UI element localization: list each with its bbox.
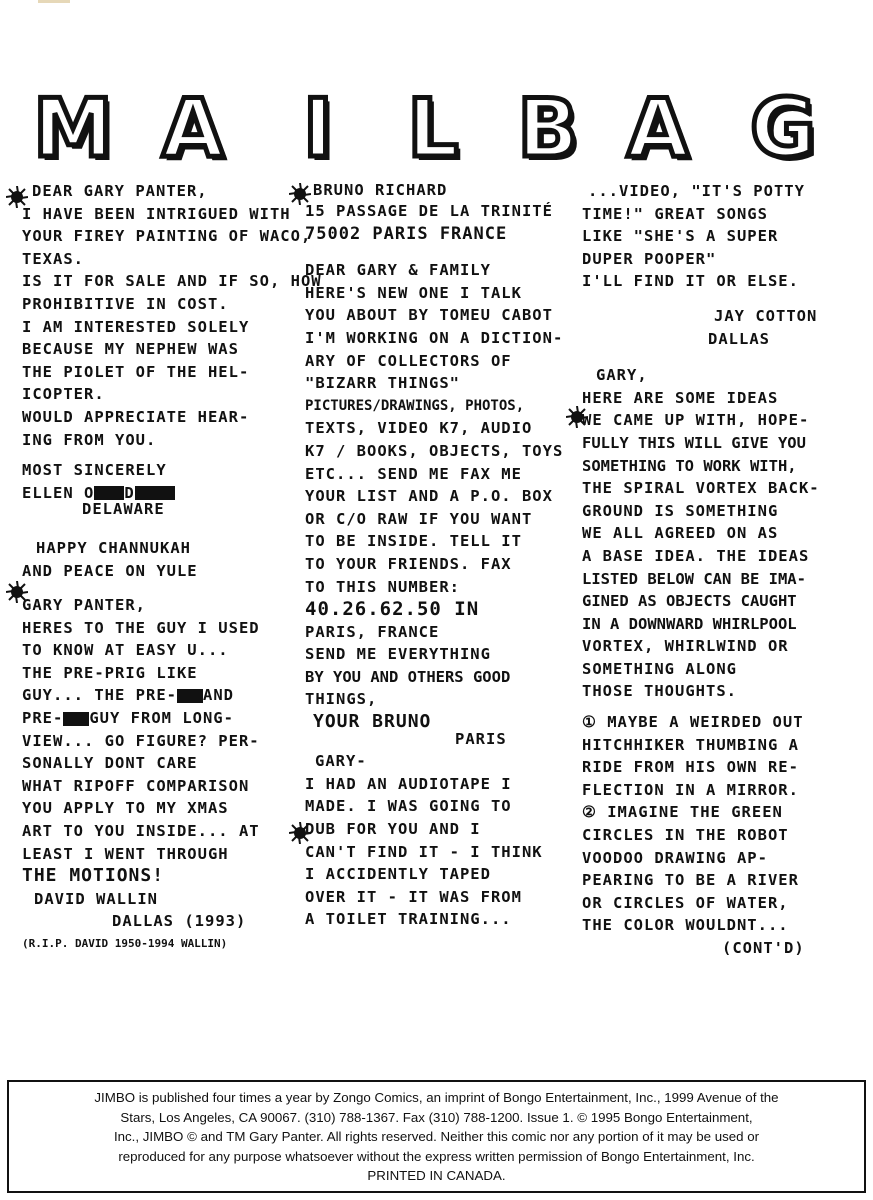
idea-item: ② IMAGINE THE GREEN (582, 803, 783, 822)
signature-name: DAVID WALLIN (34, 889, 158, 908)
letter-line: WOULD APPRECIATE HEAR- (22, 407, 250, 426)
notice-line: Stars, Los Angeles, CA 90067. (310) 788-1367. Fax (310) 788-1200. Issue 1. © 1995 Bongo Entertainment, (120, 1109, 753, 1125)
letter-line: TO YOUR FRIENDS. FAX (305, 554, 512, 573)
letter-line: DEAR GARY PANTER, (32, 182, 208, 200)
letter-line: BECAUSE MY NEPHEW WAS (22, 340, 239, 359)
letter-line: CIRCLES IN THE ROBOT (582, 826, 789, 845)
letter-line: I'M WORKING ON A DICTION- (305, 328, 564, 347)
letter-line: LEAST I WENT THROUGH (22, 844, 229, 863)
letter-line: TEXTS, VIDEO K7, AUDIO (305, 419, 533, 438)
signature-place: DALLAS (1993) (112, 912, 247, 931)
letter-line: YOUR FIREY PAINTING OF WACO, (22, 227, 312, 246)
letter-line: OR C/O RAW IF YOU WANT (305, 509, 533, 528)
title-letter-a: A (162, 81, 224, 175)
letter-line: YOUR LIST AND A P.O. BOX (305, 487, 553, 506)
letter-line: HERE'S NEW ONE I TALK (305, 283, 522, 302)
letter-line (22, 707, 312, 730)
letter-line: THE COLOR WOULDNT... (582, 916, 789, 935)
letter-line: ...VIDEO, "IT'S POTTY (588, 182, 805, 200)
letter-line: HERE ARE SOME IDEAS (582, 388, 779, 407)
notice-line: Inc., JIMBO © and TM Gary Panter. All rights reserved. Neither this comic nor any portion of it may be used or (113, 1129, 760, 1144)
letter-line: SOMETHING TO WORK WITH, (582, 456, 797, 475)
letter-line: PARIS, FRANCE (305, 622, 440, 641)
text-part: AND (202, 686, 234, 705)
letter-line: HERES TO THE GUY I USED (22, 618, 260, 637)
letter-line: WE CAME UP WITH, HOPE- (582, 411, 810, 430)
text-part: GUY... THE PRE- (22, 686, 177, 705)
notice-line: reproduced for any purpose whatsoever without the express written permission of Bongo Entertainment, Inc. (118, 1148, 755, 1164)
letter-line: IS IT FOR SALE AND IF SO, HOW (22, 272, 322, 291)
letter-line: I'LL FIND IT OR ELSE. (582, 272, 799, 291)
address-line: 75002 PARIS FRANCE (305, 223, 508, 244)
letter-line: THE MOTIONS! (22, 865, 165, 887)
top-edge-mark (38, 0, 70, 3)
letter-line: GROUND IS SOMETHING (582, 501, 779, 520)
letter-line: DEAR GARY & FAMILY (305, 261, 491, 280)
letter-line: A BASE IDEA. THE IDEAS (582, 546, 810, 565)
letter-line: OVER IT - IT WAS FROM (305, 887, 522, 906)
text-part: PRE- (22, 709, 64, 728)
letter-line: GARY, (596, 366, 648, 385)
letter-line: HAPPY CHANNUKAH (36, 538, 191, 557)
letter-line: FULLY THIS WILL GIVE YOU (582, 433, 806, 452)
letter-line: AND PEACE ON YULE (22, 561, 198, 580)
address-line: 15 PASSAGE DE LA TRINITÉ (305, 202, 553, 220)
letter-line: DUPER POOPER" (582, 249, 717, 268)
letter-line: SONALLY DONT CARE (22, 754, 198, 773)
letter-line: RIDE FROM HIS OWN RE- (582, 758, 799, 777)
letter-line: I ACCIDENTLY TAPED (305, 865, 491, 884)
title-letter-l: L (407, 81, 459, 175)
sig-name-part: D (124, 483, 135, 502)
letter-line: CAN'T FIND IT - I THINK (305, 842, 543, 861)
letter-line: YOU APPLY TO MY XMAS (22, 799, 229, 818)
signature-place: PARIS (455, 729, 507, 748)
letter-line: GINED AS OBJECTS CAUGHT (582, 592, 797, 611)
letter-line: THOSE THOUGHTS. (582, 682, 737, 701)
letter-line: I HAVE BEEN INTRIGUED WITH (22, 204, 291, 223)
fax-number: 40.26.62.50 IN (305, 598, 480, 621)
redaction-bar (63, 712, 89, 726)
letter-line: ICOPTER. (22, 385, 105, 404)
letter-line: VOODOO DRAWING AP- (582, 848, 768, 867)
letter-line: PEARING TO BE A RIVER (582, 871, 799, 890)
letter-line: TEXAS. (22, 249, 84, 268)
letter-line: "BIZARR THINGS" (305, 374, 460, 393)
title-letter-m: M (33, 81, 113, 175)
text-part: GUY FROM LONG- (89, 709, 234, 728)
title-letter-i: I (303, 81, 333, 175)
letter-line (22, 684, 312, 707)
letter-line: THE PRE-PRIG LIKE (22, 663, 198, 682)
title-letter-a2: A (627, 81, 689, 175)
letter-line: K7 / BOOKS, OBJECTS, TOYS (305, 441, 564, 460)
letter-line: TO BE INSIDE. TELL IT (305, 532, 522, 551)
letter-line: MADE. I WAS GOING TO (305, 797, 512, 816)
letter-line: MOST SINCERELY (22, 461, 167, 480)
letter-line: IN A DOWNWARD WHIRLPOOL (582, 614, 797, 633)
letter-line: SOMETHING ALONG (582, 659, 737, 678)
letter-line: ARY OF COLLECTORS OF (305, 351, 512, 370)
signature-place: DELAWARE (82, 500, 165, 519)
letter-line: ETC... SEND ME FAX ME (305, 464, 522, 483)
letter-line: BY YOU AND OTHERS GOOD (305, 667, 511, 686)
letter-line: PROHIBITIVE IN COST. (22, 294, 229, 313)
letter-line: OR CIRCLES OF WATER, (582, 893, 789, 912)
title-letter-g: G (750, 81, 816, 175)
signature-name: JAY COTTON (714, 306, 818, 325)
letter-line: WHAT RIPOFF COMPARISON (22, 776, 250, 795)
letter-line: ART TO YOU INSIDE... AT (22, 822, 260, 841)
letter-line: PICTURES/DRAWINGS, PHOTOS, (305, 397, 525, 414)
letter-column-3 (582, 180, 862, 960)
letter-line: LISTED BELOW CAN BE IMA- (582, 569, 806, 588)
letter-line: THE PIOLET OF THE HEL- (22, 362, 250, 381)
letter-line: WE ALL AGREED ON AS (582, 524, 779, 543)
letter-column-1 (22, 180, 322, 956)
letter-line: LIKE "SHE'S A SUPER (582, 227, 779, 246)
sig-name-part: ELLEN O (22, 483, 95, 502)
signature-name: YOUR BRUNO (313, 711, 432, 733)
idea-item: ① MAYBE A WEIRDED OUT (582, 713, 804, 732)
title-letter-b: B (517, 81, 579, 175)
letter-line: THINGS, (305, 690, 378, 709)
letter-line: BRUNO RICHARD (313, 181, 448, 199)
memorial-note: (R.I.P. DAVID 1950-1994 WALLIN) (22, 937, 228, 950)
letter-line: GARY PANTER, (22, 596, 146, 615)
letter-line: A TOILET TRAINING... (305, 910, 512, 929)
signature-place: DALLAS (708, 329, 770, 348)
publication-notice-box (7, 1080, 866, 1193)
letter-line: TIME!" GREAT SONGS (582, 204, 768, 223)
letter-line: TO THIS NUMBER: (305, 577, 460, 596)
letter-line: YOU ABOUT BY TOMEU CABOT (305, 306, 553, 325)
letter-line: I HAD AN AUDIOTAPE I (305, 774, 512, 793)
redaction-bar (177, 689, 203, 703)
letter-line: I AM INTERESTED SOLELY (22, 317, 250, 336)
continued-note: (CONT'D) (722, 939, 805, 957)
mailbag-title (0, 78, 873, 188)
letter-line: HITCHHIKER THUMBING A (582, 735, 799, 754)
letter-line: GARY- (315, 752, 367, 771)
letter-line: ING FROM YOU. (22, 430, 157, 449)
letter-line: VORTEX, WHIRLWIND OR (582, 637, 789, 656)
letter-line: DUB FOR YOU AND I (305, 820, 481, 839)
letter-column-2 (305, 180, 580, 931)
letter-line: TO KNOW AT EASY U... (22, 641, 229, 660)
notice-line: JIMBO is published four times a year by Zongo Comics, an imprint of Bongo Entertainment, Inc., 1999 Avenue of the (94, 1090, 779, 1105)
letter-line: THE SPIRAL VORTEX BACK- (582, 479, 820, 498)
letter-line: FLECTION IN A MIRROR. (582, 780, 799, 799)
letter-line: SEND ME EVERYTHING (305, 645, 491, 664)
letter-line: VIEW... GO FIGURE? PER- (22, 731, 260, 750)
notice-line: PRINTED IN CANADA. (367, 1168, 506, 1183)
